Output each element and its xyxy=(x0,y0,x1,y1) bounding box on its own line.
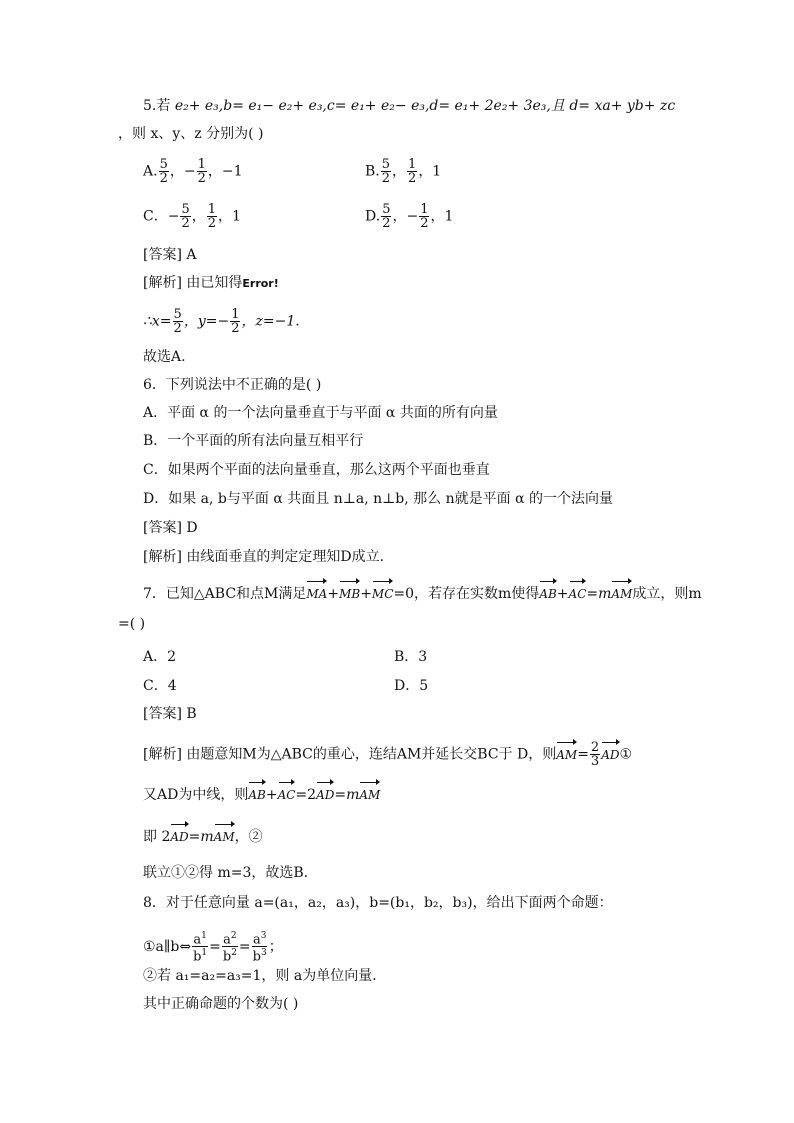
q7-answer: [答案] B xyxy=(143,706,197,722)
q6-option-d: D．如果 a, b与平面 α 共面且 n⊥a, n⊥b, 那么 n就是平面 α 的一个法向量 xyxy=(143,491,613,507)
q5-stem-formula: e₂+ e₃,b= e₁− e₂+ e₃,c= e₁+ e₂− e₃,d= e₁+ 2e₂+ 3e₃,且 d= xa+ yb+ zc xyxy=(174,98,676,114)
q5-conclusion: 故选A. xyxy=(143,349,186,365)
vector-ac: AC xyxy=(569,584,587,604)
vector-ab: AB xyxy=(539,584,556,604)
q7-option-a: A．2 xyxy=(143,649,177,665)
q7-analysis-line1: [解析] 由题意知M为△ABC的重心，连结AM并延长交BC于 D，则AM= $\frac{2}{3}$ AD① xyxy=(143,740,633,769)
q7-option-b: B．3 xyxy=(394,649,428,665)
q5-solution: ∴x= $\frac{5}{2}$ ，y=− $\frac{1}{2}$ ，z=−1. xyxy=(143,307,300,336)
vector-mb: MB xyxy=(339,584,360,604)
q5-option-d: D. $\frac{5}{2}$ ，− $\frac{1}{2}$ ，1 xyxy=(365,202,454,231)
q8-proposition-1: ①a∥b⇔ $\frac{a^1}{b^1}$ = $\frac{a^2}{b^2}$ = $\frac{a^3}{b^3}$ ； xyxy=(143,931,283,965)
q7-analysis-line3: 即 2AD=mAM，② xyxy=(143,829,263,845)
q7-option-c: C．4 xyxy=(143,678,177,694)
q5-option-c: C．− $\frac{5}{2}$ ， $\frac{1}{2}$ ，1 xyxy=(143,202,241,231)
vector-am: AM xyxy=(611,584,632,604)
q6-stem: 6．下列说法中不正确的是( ) xyxy=(143,377,322,393)
q5-stem-line2: ，则 x、y、z 分别为( ) xyxy=(118,126,264,142)
q8-question: 其中正确命题的个数为( ) xyxy=(143,996,299,1012)
vector-ma: MA xyxy=(306,584,327,604)
q7-option-d: D．5 xyxy=(394,678,429,694)
q6-option-b: B．一个平面的所有法向量互相平行 xyxy=(143,433,364,449)
q7-analysis-line2: 又AD为中线，则AB+AC=2AD=mAM xyxy=(143,787,381,803)
q7-analysis-line4: 联立①②得 m=3，故选B. xyxy=(143,865,309,881)
q7-stem-line2: =( ) xyxy=(118,616,146,632)
q5-analysis: [解析] 由已知得Error! xyxy=(143,275,279,291)
q5-option-b: B. $\frac{5}{2}$ ， $\frac{1}{2}$ ，1 xyxy=(365,157,442,186)
q7-stem-line1: 7．已知△ABC和点M满足MA+MB+MC=0，若存在实数m使得AB+AC=mAM成立，则m xyxy=(143,586,702,602)
q5-answer: [答案] A xyxy=(143,247,197,263)
q5-stem-line1 xyxy=(143,96,675,116)
vector-mc: MC xyxy=(372,584,393,604)
q8-stem: 8．对于任意向量 a=(a₁，a₂，a₃)，b=(b₁，b₂，b₃)，给出下面两个命题： xyxy=(143,895,613,911)
q5-option-a: A. $\frac{5}{2}$ ，− $\frac{1}{2}$ ，−1 xyxy=(143,157,243,186)
q6-option-a: A．平面 α 的一个法向量垂直于与平面 α 共面的所有向量 xyxy=(143,405,498,421)
q5-stem-prefix: 5.若 xyxy=(143,98,175,114)
q8-proposition-2: ②若 a₁=a₂=a₃=1，则 a为单位向量． xyxy=(143,968,387,984)
error-text: Error! xyxy=(242,277,279,290)
q6-answer: [答案] D xyxy=(143,520,198,536)
q6-option-c: C．如果两个平面的法向量垂直，那么这两个平面也垂直 xyxy=(143,462,490,478)
q6-analysis: [解析] 由线面垂直的判定定理知D成立． xyxy=(143,549,394,565)
